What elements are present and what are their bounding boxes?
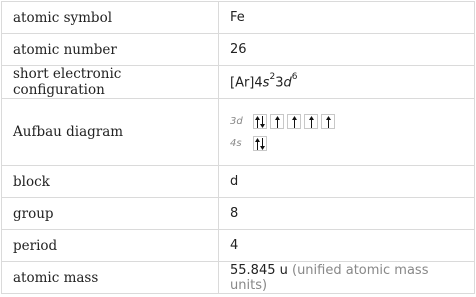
spin-down-electron: [260, 138, 265, 150]
spin-down-electron: [260, 116, 265, 128]
atomic-mass-value: [219, 262, 475, 294]
config-orbital-2: d: [283, 75, 292, 91]
spin-up-arrow-icon: [309, 116, 314, 128]
block-value: d: [219, 166, 475, 198]
orbital-box: [321, 114, 335, 129]
spin-up-electron: [309, 116, 314, 128]
aufbau-shell-label: 4s: [230, 137, 242, 149]
config-exp-2: 6: [291, 71, 298, 82]
atomic-symbol-value: Fe: [219, 2, 475, 34]
spin-down-arrow-icon: [260, 138, 265, 150]
table-row: [2, 34, 475, 66]
orbital-box: [287, 114, 301, 129]
config-exp-1: 2: [269, 71, 276, 82]
electron-configuration-value: [219, 66, 475, 99]
element-properties-table: [1, 1, 475, 294]
aufbau-diagram: [219, 99, 475, 166]
period-value: 4: [219, 230, 475, 262]
spin-up-arrow-icon: [292, 116, 297, 128]
config-shell-2: 3: [275, 75, 284, 91]
atomic-mass-unit: (unified atomic mass units): [230, 262, 429, 293]
aufbau-shells: [230, 110, 463, 154]
atomic-number-value: 26: [219, 34, 475, 66]
period-label: period: [2, 230, 219, 262]
table-row: [2, 198, 475, 230]
spin-up-electron: [292, 116, 297, 128]
block-label: block: [2, 166, 219, 198]
spin-up-arrow-icon: [275, 116, 280, 128]
atomic-mass-label: atomic mass: [2, 262, 219, 294]
orbital-box: [253, 136, 267, 151]
spin-down-arrow-icon: [260, 116, 265, 128]
table-row: [2, 2, 475, 34]
table-row: [2, 66, 475, 99]
electron-configuration-label: short electronic configuration: [2, 66, 219, 99]
atomic-mass-number: 55.845 u: [230, 262, 288, 278]
aufbau-shell-label: 3d: [230, 115, 243, 127]
config-shell-1: 4: [254, 75, 263, 91]
table-row: [2, 166, 475, 198]
orbital-box: [304, 114, 318, 129]
spin-up-electron: [326, 116, 331, 128]
config-core: [Ar]: [230, 75, 255, 91]
atomic-symbol-label: atomic symbol: [2, 2, 219, 34]
table-row: [2, 262, 475, 294]
config-orbital-1: s: [262, 75, 270, 91]
aufbau-shell-row: [230, 132, 463, 154]
group-value: 8: [219, 198, 475, 230]
group-label: group: [2, 198, 219, 230]
aufbau-diagram-label: Aufbau diagram: [2, 99, 219, 166]
table-row: [2, 230, 475, 262]
table-row: [2, 99, 475, 166]
atomic-number-label: atomic number: [2, 34, 219, 66]
orbital-box: [270, 114, 284, 129]
orbital-box: [253, 114, 267, 129]
spin-up-electron: [275, 116, 280, 128]
spin-up-arrow-icon: [326, 116, 331, 128]
aufbau-shell-row: [230, 110, 463, 132]
